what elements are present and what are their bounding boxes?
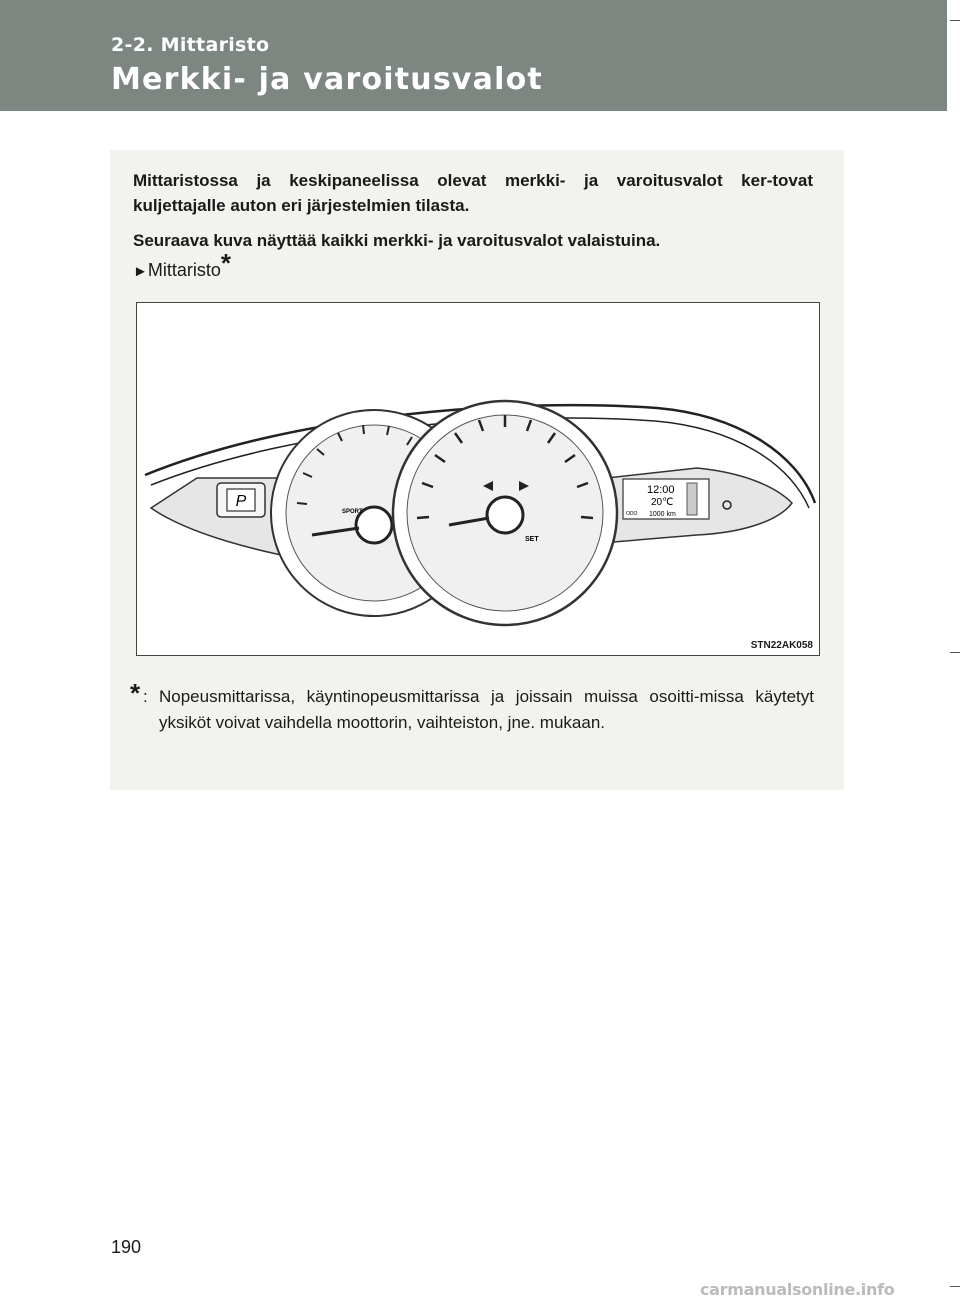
figure-code: STN22AK058 [750, 640, 813, 651]
footnote-text: Nopeusmittarissa, käyntinopeusmittarissa ja joissain muissa osoitti-missa käytetyt yksiköt voivat vaihdella moottorin, vaihteiston, jne. mukaan. [159, 687, 814, 732]
crop-mark [950, 20, 960, 21]
intro-paragraph: Mittaristossa ja keskipaneelissa olevat merkki- ja varoitusvalot ker-tovat kuljettajalle auton eri järjestelmien tilasta. [133, 171, 813, 215]
footnote-asterisk: * [130, 678, 141, 708]
subheading-label: Mittaristo [147, 260, 221, 280]
display-time: 12:00 [647, 484, 675, 496]
footnote-colon: : [143, 687, 148, 706]
display-odometer: 1000 km [649, 511, 676, 518]
page-title: Merkki- ja varoitusvalot [111, 62, 543, 97]
display-odo-label: ODO [626, 511, 638, 517]
fuel-bar-gauge [687, 483, 697, 515]
watermark: carmanualsonline.info [700, 1280, 895, 1299]
speedometer-hub [487, 497, 523, 533]
triangle-arrow-icon: ► [133, 263, 148, 280]
page-number: 190 [111, 1237, 142, 1257]
crop-mark [950, 1286, 960, 1287]
intro-paragraph-2: Seuraava kuva näyttää kaikki merkki- ja varoitusvalot valaistuina. [133, 231, 661, 250]
footnote [130, 678, 814, 736]
asterisk-mark: * [220, 248, 231, 278]
instrument-cluster-illustration [136, 302, 820, 656]
set-label: SET [525, 536, 539, 543]
sport-label: SPORT [342, 509, 363, 515]
crop-mark [950, 652, 960, 653]
chapter-header [0, 0, 947, 111]
cluster-drawing [137, 303, 819, 655]
subheading [133, 248, 231, 293]
section-label: 2-2. Mittaristo [111, 34, 270, 56]
display-temperature: 20℃ [651, 497, 674, 508]
gear-letter: P [235, 493, 247, 510]
